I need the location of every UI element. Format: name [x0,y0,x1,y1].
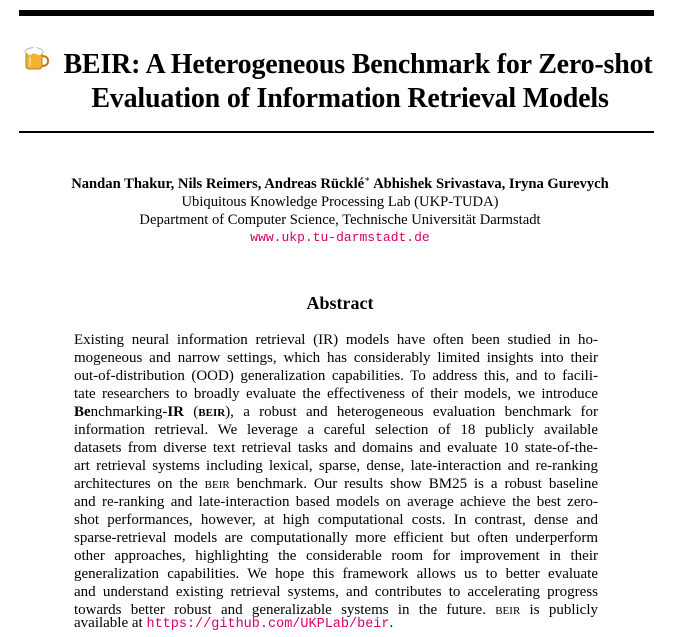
abstract-line: art retrieval systems including lexical, sparse, dense, late-interaction and re-ranking [74,458,598,474]
abstract-line: Existing neural information retrieval (IR) models have often been studied in ho- [74,332,598,348]
abstract-line: mogeneous and narrow settings, which has considerably limited insights into their [74,350,598,366]
affiliation-lab: Ubiquitous Knowledge Processing Lab (UKP-TUDA) [181,194,499,210]
abstract-line: and understand existing retrieval systems, and contributes to accelerating progress [74,584,598,600]
abstract-text: architectures on the [74,476,205,492]
abstract-text: available at [74,615,147,631]
affiliation-url-link[interactable]: www.ukp.tu-darmstadt.de [250,230,430,245]
author-list [0,176,680,193]
abstract-line: out-of-distribution (OOD) generalization capabilities. To address this, and to facili- [74,368,598,384]
abstract-text: towards better robust and generalizable systems in the future. [74,602,496,618]
authors-part-2: Abhishek Srivastava, Iryna Gurevych [370,176,609,192]
abstract-line: sparse-retrieval models are computationally more efficient but often underperform [74,530,598,546]
abstract-line: tate researchers to broadly evaluate the effectiveness of their models, we introduce [74,386,598,402]
title-bottom-rule [19,131,654,133]
github-url-link[interactable]: https://github.com/UKPLab/beir [146,617,390,632]
paper-title-line-2: Evaluation of Information Retrieval Models [91,83,609,114]
abstract-line: other approaches, highlighting the considerable room for improvement in their [74,548,598,564]
abstract-bold-ir: IR [167,404,184,420]
abstract-line: information retrieval. We leverage a careful selection of 18 publicly available [74,422,598,438]
abstract-line: datasets from diverse text retrieval tasks and domains and evaluate 10 state-of-the- [74,440,598,456]
abstract-line: generalization capabilities. We hope this framework allows us to better evaluate [74,566,598,582]
abstract-beir-name: beir [204,476,230,492]
abstract-line: and re-ranking and late-interaction based models on average achieve the best zero- [74,494,598,510]
abstract-text: benchmark. Our results show BM25 is a robust baseline [229,476,598,492]
abstract-beir-name: beir [198,404,226,420]
abstract-text: is publicly [520,602,598,618]
abstract-line [74,614,598,634]
abstract-bold-be: Be [74,404,91,420]
footnote-mark: ∗ [364,174,371,185]
abstract-text: ), a robust and heterogeneous evaluation benchmark for [225,404,599,420]
abstract-line [74,403,598,421]
abstract-text: ( [183,404,199,420]
paper-title-line-1: BEIR: A Heterogeneous Benchmark for Zero-shot [63,49,653,80]
abstract-text: . [389,615,394,631]
abstract-text: nchmarking- [90,404,168,420]
abstract-line: shot performances, however, at high computational costs. In contrast, dense and [74,512,598,528]
affiliation-department: Department of Computer Science, Technische Universität Darmstadt [139,212,541,228]
authors-part-1: Nandan Thakur, Nils Reimers, Andreas Rücklé [71,176,365,192]
abstract-line [74,475,598,493]
abstract-heading: Abstract [306,293,374,313]
abstract-beir-name: beir [495,602,521,618]
top-rule [19,10,654,16]
